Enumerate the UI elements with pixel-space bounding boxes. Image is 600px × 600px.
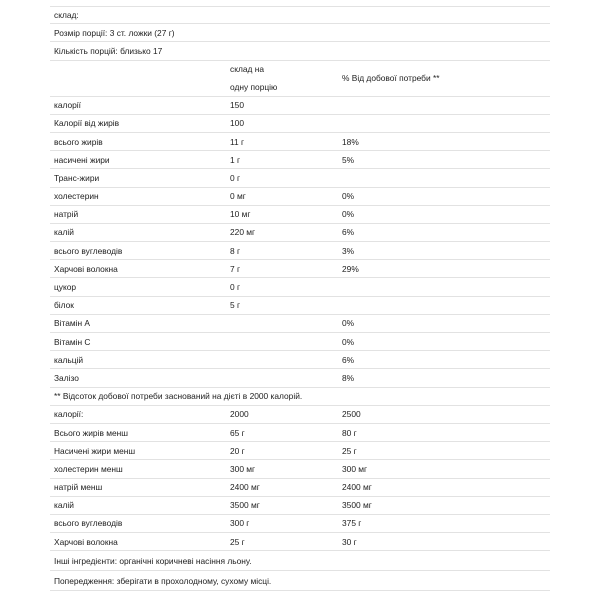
nutrient-row-value2-cell: 0% [342, 191, 355, 202]
nutrient-row-value-cell: 0 г [230, 282, 241, 293]
column-header-row [50, 61, 550, 97]
nutrient-row [50, 351, 550, 369]
dv-column-header: % Від добової потреби ** [342, 73, 440, 84]
reference-row-name-cell: калій [54, 500, 74, 511]
nutrient-row-value-cell: 150 [230, 100, 244, 111]
nutrient-row-value2-cell: 29% [342, 263, 359, 274]
reference-row-value-cell: 20 г [230, 445, 245, 456]
nutrient-row-name-cell: калій [54, 227, 74, 238]
reference-row-value2-cell: 25 г [342, 445, 357, 456]
nutrient-row-name-cell: Залізо [54, 372, 79, 383]
nutrient-row-name-cell: кальцій [54, 354, 84, 365]
nutrients-list [50, 97, 550, 388]
reference-row-value2-cell: 2500 [342, 409, 361, 420]
nutrient-row-value2-cell: 5% [342, 154, 355, 165]
nutrient-row-name-cell: холестерин [54, 191, 99, 202]
nutrient-row-value2-cell: 8% [342, 372, 355, 383]
reference-row-value-cell: 300 мг [230, 463, 256, 474]
reference-row [50, 442, 550, 460]
nutrient-row-name-cell: Харчові волокна [54, 263, 118, 274]
nutrient-row [50, 115, 550, 133]
nutrient-row-value-cell: 11 г [230, 136, 245, 147]
reference-row-value-cell: 300 г [230, 518, 250, 529]
nutrient-row-value2-cell: 18% [342, 136, 359, 147]
reference-row [50, 460, 550, 478]
reference-row [50, 533, 550, 551]
nutrient-row [50, 133, 550, 151]
reference-row-value-cell: 3500 мг [230, 500, 260, 511]
reference-row [50, 424, 550, 442]
reference-row-value-cell: 2000 [230, 409, 249, 420]
servings-row [50, 42, 550, 60]
amount-header-line1: склад на [230, 64, 264, 75]
nutrient-row [50, 206, 550, 224]
warning-text: Попередження: зберігати в прохолодному, сухому місці. [54, 575, 272, 586]
nutrient-row-name-cell: Вітамін C [54, 336, 91, 347]
reference-row-name-cell: всього вуглеводів [54, 518, 123, 529]
nutrient-row-value2-cell: 6% [342, 227, 355, 238]
nutrient-row [50, 97, 550, 115]
nutrient-row-value2-cell: 0% [342, 336, 355, 347]
reference-row-value-cell: 2400 мг [230, 482, 260, 493]
nutrient-row-value-cell: 0 мг [230, 191, 246, 202]
nutrient-row-name-cell: всього жирів [54, 136, 103, 147]
nutrient-row-name-cell: Калорії від жирів [54, 118, 120, 129]
nutrition-table [50, 6, 550, 591]
nutrient-row [50, 224, 550, 242]
nutrient-row [50, 333, 550, 351]
nutrient-row-name-cell: цукор [54, 282, 77, 293]
reference-row-name-cell: Насичені жири менш [54, 445, 136, 456]
reference-row-value2-cell: 375 г [342, 518, 362, 529]
reference-row-value2-cell: 30 г [342, 536, 357, 547]
composition-row [50, 6, 550, 24]
reference-row-value-cell: 65 г [230, 427, 245, 438]
nutrient-row [50, 297, 550, 315]
amount-header-line2: одну порцію [230, 82, 278, 93]
reference-row-value-cell: 25 г [230, 536, 245, 547]
nutrient-row [50, 188, 550, 206]
reference-list [50, 406, 550, 552]
dv-note-row [50, 388, 550, 406]
nutrient-row [50, 260, 550, 278]
nutrient-row-value-cell: 220 мг [230, 227, 256, 238]
nutrient-row-name-cell: насичені жири [54, 154, 110, 165]
nutrient-row-value-cell: 0 г [230, 172, 241, 183]
reference-row [50, 406, 550, 424]
reference-row-name-cell: холестерин менш [54, 463, 123, 474]
nutrient-row [50, 169, 550, 187]
nutrient-row-value-cell: 100 [230, 118, 244, 129]
reference-row [50, 479, 550, 497]
nutrient-row-value2-cell: 6% [342, 354, 355, 365]
ingredients-text: Інші інгредієнти: органічні коричневі насіння льону. [54, 555, 252, 566]
nutrient-row [50, 278, 550, 296]
reference-row [50, 515, 550, 533]
warning-row [50, 571, 550, 591]
nutrient-row-name-cell: Вітамін A [54, 318, 91, 329]
nutrient-row [50, 315, 550, 333]
nutrient-row [50, 369, 550, 387]
reference-row-value2-cell: 80 г [342, 427, 357, 438]
nutrient-row-name-cell: калорії [54, 100, 81, 111]
servings-label: Кількість порцій: близько 17 [54, 45, 163, 56]
nutrient-row-name-cell: натрій [54, 209, 79, 220]
reference-row-name-cell: Всього жирів менш [54, 427, 128, 438]
nutrient-row-value2-cell: 0% [342, 318, 355, 329]
nutrient-row-name-cell: Транс-жири [54, 172, 100, 183]
nutrient-row [50, 151, 550, 169]
serving-size-label: Розмір порції: 3 ст. ложки (27 г) [54, 27, 175, 38]
reference-row-value2-cell: 2400 мг [342, 482, 372, 493]
nutrient-row-name-cell: білок [54, 300, 74, 311]
reference-row-value2-cell: 300 мг [342, 463, 368, 474]
nutrient-row-value-cell: 8 г [230, 245, 241, 256]
serving-size-row [50, 24, 550, 42]
reference-row-name-cell: Харчові волокна [54, 536, 118, 547]
nutrient-row-value2-cell: 0% [342, 209, 355, 220]
reference-row [50, 497, 550, 515]
amount-column-header [230, 60, 342, 96]
reference-row-name-cell: натрій менш [54, 482, 103, 493]
nutrient-row-name-cell: всього вуглеводів [54, 245, 123, 256]
composition-label: склад: [54, 10, 79, 21]
nutrient-row-value-cell: 7 г [230, 263, 241, 274]
nutrient-row-value2-cell: 3% [342, 245, 355, 256]
nutrient-row-value-cell: 1 г [230, 154, 241, 165]
nutrient-row-value-cell: 10 мг [230, 209, 251, 220]
nutrient-row-value-cell: 5 г [230, 300, 241, 311]
dv-note: ** Відсоток добової потреби заснований на дієті в 2000 калорій. [54, 391, 303, 402]
reference-row-value2-cell: 3500 мг [342, 500, 372, 511]
nutrient-row [50, 242, 550, 260]
ingredients-row [50, 551, 550, 571]
reference-row-name-cell: калорії: [54, 409, 84, 420]
